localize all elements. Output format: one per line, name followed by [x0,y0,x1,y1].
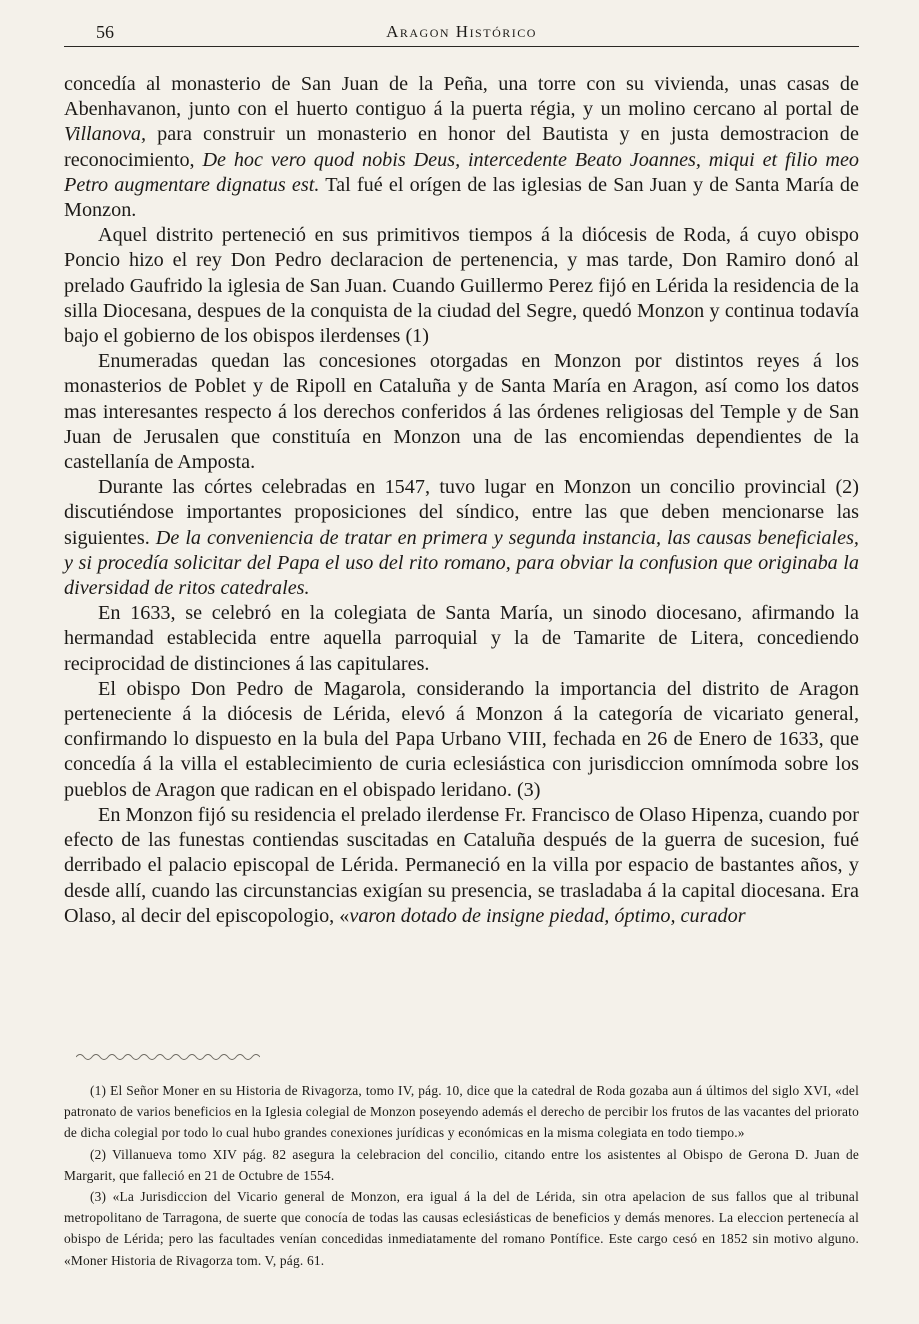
text-run: En Monzon fijó su residencia el prelado ilerdense Fr. Francisco de Olaso Hipenza, cuando por efecto de las funestas contiendas suscitadas en Cataluña después de la guerra de sucesion, fué derribado el palacio episcopal de Lérida. Permaneció en la villa por espacio de bastantes años, y desde allí, cuando las circunstancias exigían su presencia, se trasladaba á la capital diocesana. Era Olaso, al decir del episcopologio, « [64,803,859,927]
page-number: 56 [96,22,114,42]
footnotes [64,1080,859,1271]
text-run: concedía al monasterio de San Juan de la Peña, una torre con su vivienda, unas casas de Abenhavanon, junto con el huerto contiguo á la puerta régia, y un molino cercano al portal de [64,73,859,121]
italic-text: De la conveniencia de tratar en primera y segunda instancia, las causas beneficiales, y si procedía solicitar del Papa el uso del rito romano, para obviar la confusion que originaba la diversidad de ritos catedrales. [64,526,859,600]
paragraph-5: En 1633, se celebró en la colegiata de Santa María, un sinodo diocesano, afirmando la hermandad establecida entre aquella parroquial y la de Tamarite de Litera, concediendo reciprocidad de distinciones á las capitulares. [64,602,859,675]
text-run: para construir un monasterio en honor del Bautista y en justa demostracion de reconocimiento, [64,123,859,171]
page-header [64,20,859,47]
body-text [64,72,859,929]
italic-text: varon dotado de insigne piedad, óptimo, curador [349,904,746,927]
paragraph-4 [64,475,859,601]
paragraph-6: El obispo Don Pedro de Magarola, considerando la importancia del distrito de Aragon perteneciente á la diócesis de Lérida, elevó á Monzon á la categoría de vicariato general, confirmando lo dispuesto en la bula del Papa Urbano VIII, fechada en 26 de Enero de 1633, que concedía á la villa el establecimiento de curia eclesiástica con jurisdiccion omnímoda sobre los pueblos de Aragon que radican en el obispado leridano. (3) [64,677,859,801]
running-head: Aragon Histórico [386,22,537,41]
footnote-2: (2) Villanueva tomo XIV pág. 82 asegura la celebracion del concilio, citando entre los asistentes al Obispo de Gerona D. Juan de Margarit, que falleció en 21 de Octubre de 1554. [64,1146,859,1183]
footnote-3: (3) «La Jurisdiccion del Vicario general de Monzon, era igual á la del de Lérida, sin otra apelacion de sus fallos que al tribunal metropolitano de Tarragona, de suerte que conocía de todas las causas eclesiásticas de beneficios y demás menores. La eleccion pertenecía al obispo de Lérida; pero las facultades venían concedidas inmediatamente del romano Pontífice. Este cargo cesó en 1852 sin motivo alguno. «Moner Historia de Rivagorza tom. V, pág. 61. [64,1189,859,1268]
paragraph-2: Aquel distrito perteneció en sus primitivos tiempos á la diócesis de Roda, á cuyo obispo Poncio hizo el rey Don Pedro declaracion de pertenencia, y mas tarde, Don Ramiro donó al prelado Gaufrido la iglesia de San Juan. Cuando Guillermo Perez fijó en Lérida la residencia de la silla Diocesana, despues de la conquista de la ciudad del Segre, quedó Monzon y continua todavía bajo el gobierno de los obispos ilerdenses (1) [64,224,859,348]
text-run: Durante las córtes celebradas en 1547, tuvo lugar en Monzon un concilio provincial (2) discutiéndose importantes proposiciones del síndico, entre las que deben mencionarse las siguientes. [64,476,859,549]
paragraph-7 [64,803,859,929]
text-run: Tal fué el orígen de las iglesias de San Juan y de Santa María de Monzon. [64,173,859,222]
paragraph-1 [64,72,859,223]
footnote-separator [76,1051,260,1063]
latin-quote: De hoc vero quod nobis Deus, intercedente Beato Joannes, miqui et filio meo Petro augmentare dignatus est. [64,148,859,196]
italic-text: Villanova, [64,123,147,146]
footnote-1: (1) El Señor Moner en su Historia de Rivagorza, tomo IV, pág. 10, dice que la catedral de Roda gozaba aun á últimos del siglo XVI, «del patronato de varios beneficios en la Iglesia colegial de Monzon poseyendo además el derecho de percibir los frutos de las vacantes del priorato de dicha colegial por todo lo cual hubo grandes conexiones jurídicas y económicas en la misma colegiata en todo tiempo.» [64,1083,859,1141]
paragraph-3: Enumeradas quedan las concesiones otorgadas en Monzon por distintos reyes á los monasterios de Poblet y de Ripoll en Cataluña y de Santa María en Aragon, así como los datos mas interesantes respecto á los derechos conferidos á las órdenes religiosas del Temple y de San Juan de Jerusalen que constituía en Monzon una de las encomiendas dependientes de la castellanía de Amposta. [64,350,859,474]
